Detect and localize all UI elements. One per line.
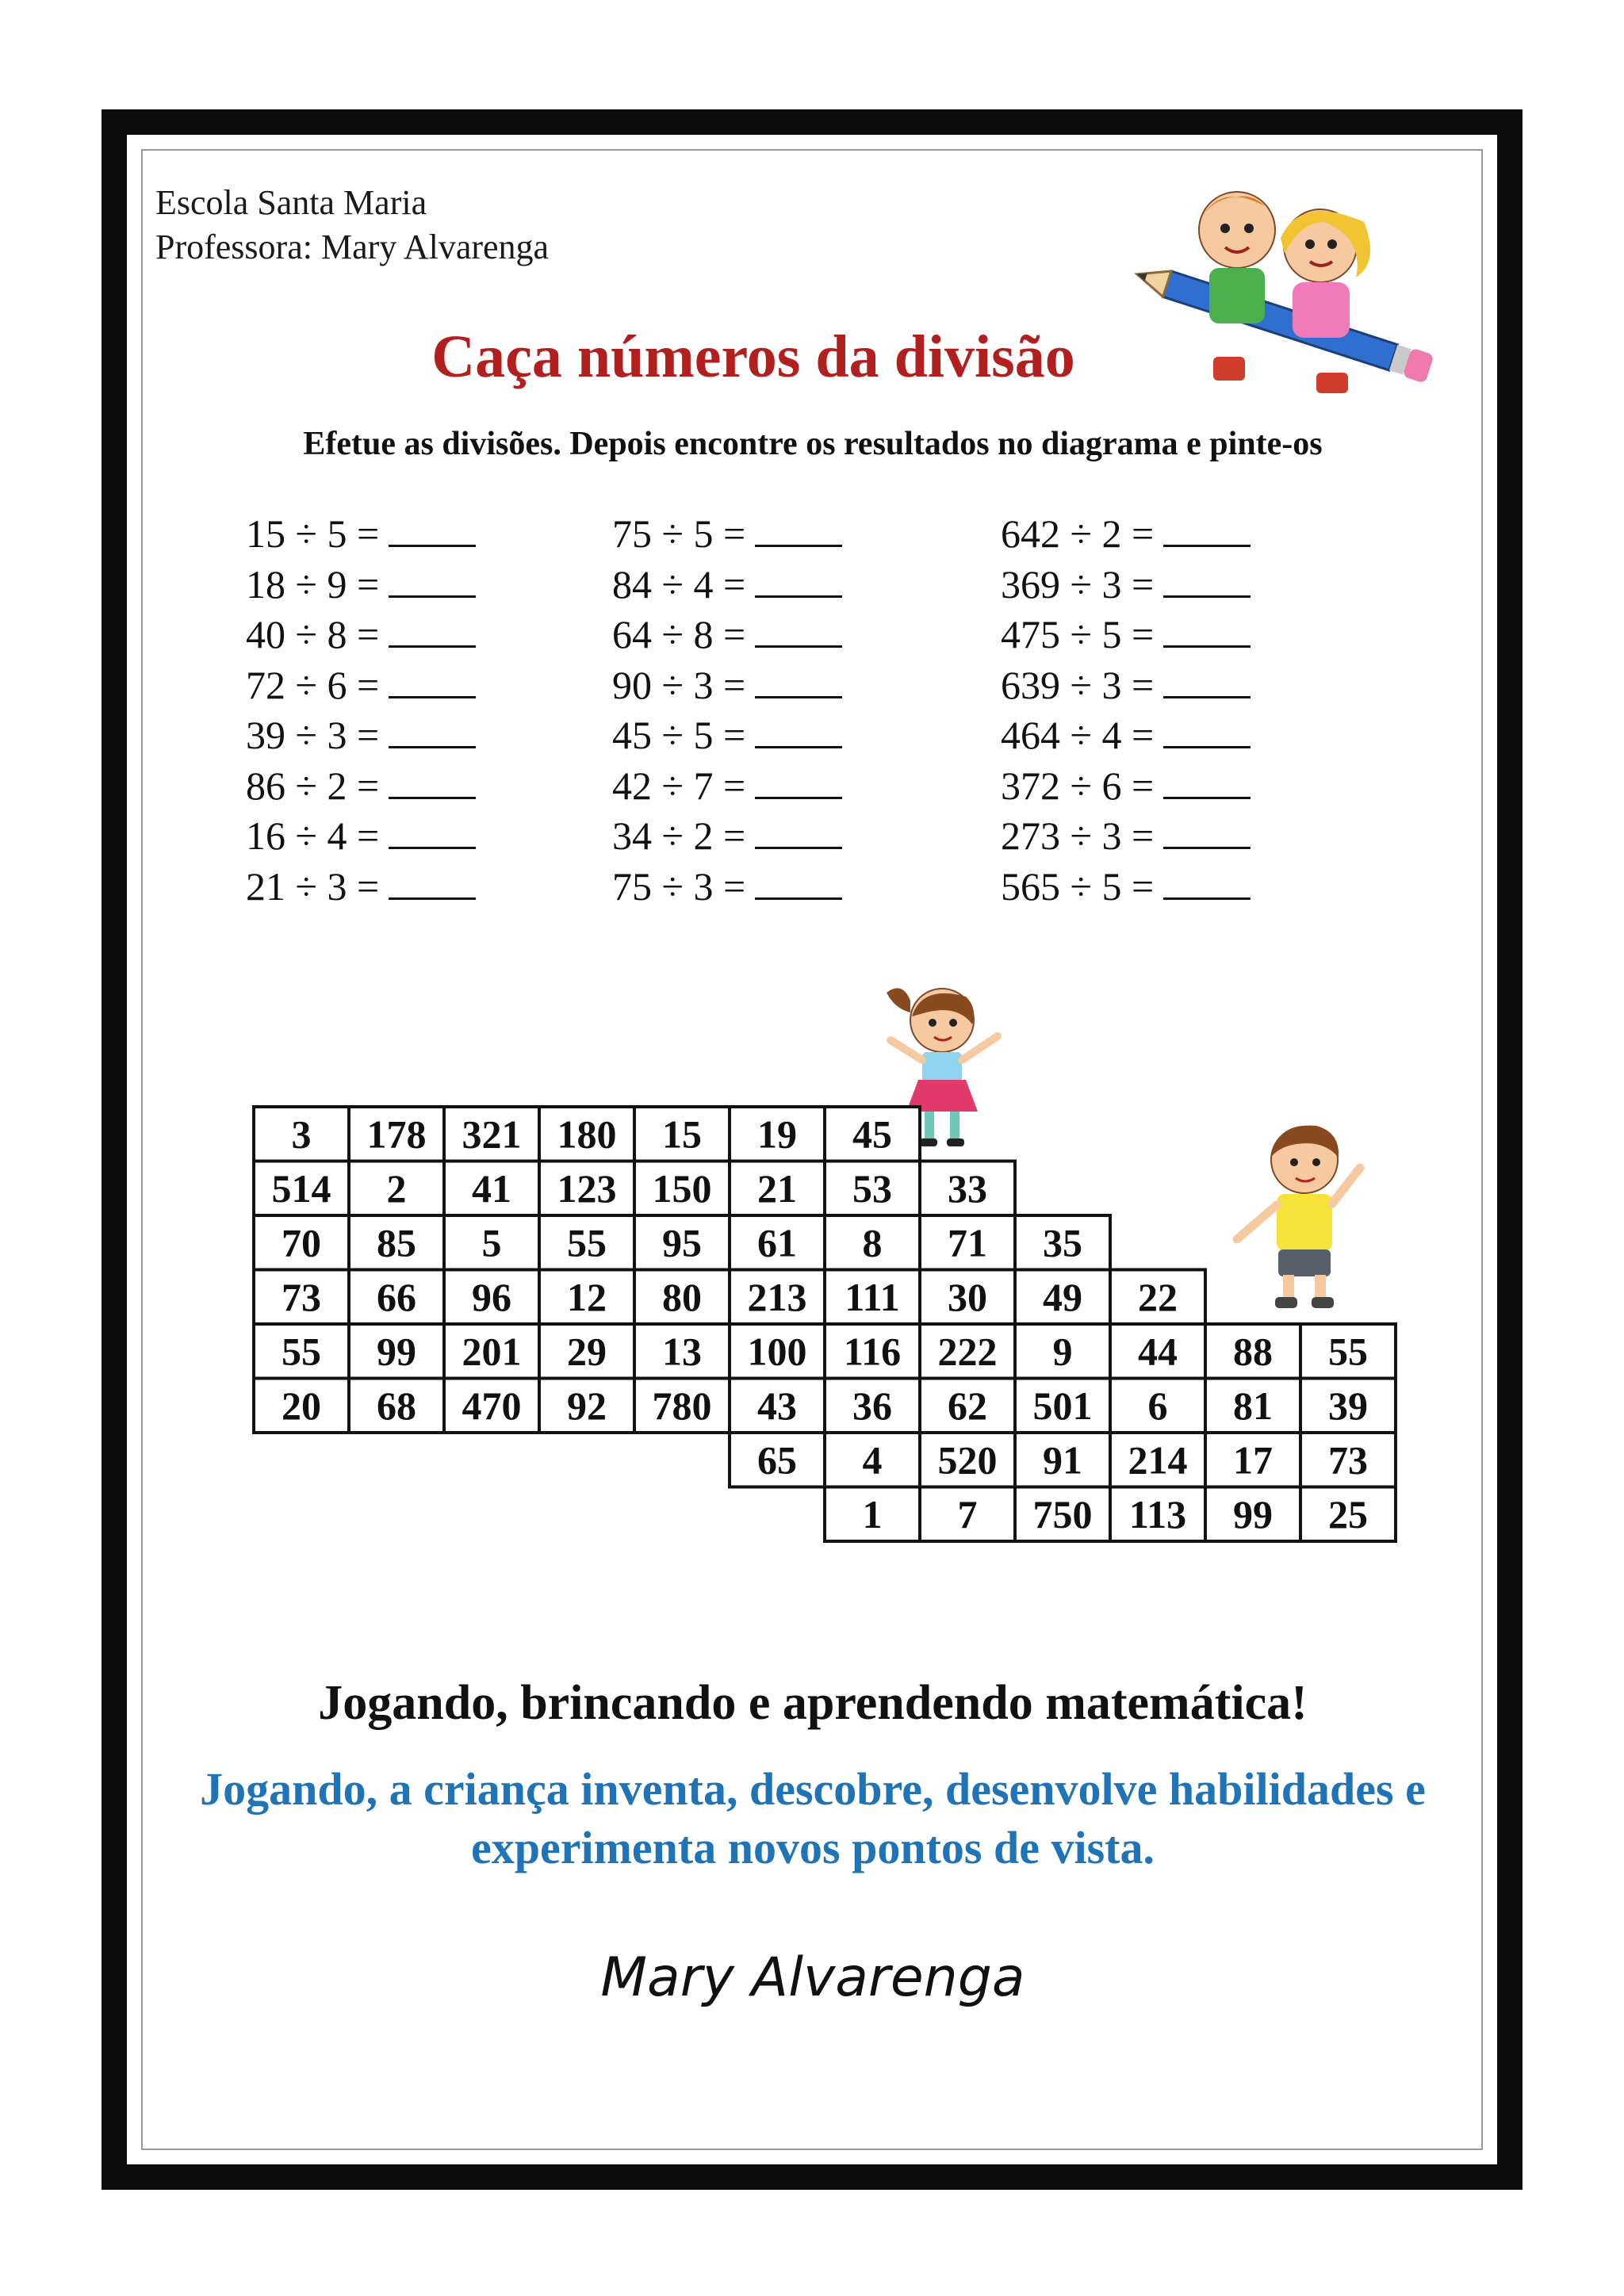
grid-cell-number: 62 xyxy=(948,1383,987,1428)
grid-cell-number: 99 xyxy=(1233,1491,1273,1536)
grid-cell-number: 201 xyxy=(462,1329,522,1374)
grid-cell-number: 6 xyxy=(1147,1383,1168,1428)
grid-cell-number: 9 xyxy=(1052,1329,1073,1374)
grid-cell-number: 780 xyxy=(652,1383,712,1428)
grid-cell-number: 12 xyxy=(567,1274,607,1319)
grid-cell-number: 95 xyxy=(662,1220,702,1265)
grid-cell-number: 36 xyxy=(852,1383,892,1428)
grid-cell-number: 71 xyxy=(948,1220,987,1265)
grid-cell-number: 80 xyxy=(662,1274,702,1319)
grid-cell-number: 501 xyxy=(1032,1383,1093,1428)
grid-cell-number: 44 xyxy=(1138,1329,1178,1374)
division-exercise: 273 ÷ 3 = xyxy=(1001,811,1251,862)
grid-cell-number: 116 xyxy=(843,1329,902,1374)
grid-cell-number: 85 xyxy=(377,1220,416,1265)
grid-cell-number: 66 xyxy=(377,1274,416,1319)
grid-cell-number: 81 xyxy=(1233,1383,1273,1428)
grid-cell-number: 470 xyxy=(462,1383,522,1428)
grid-cell-number: 30 xyxy=(948,1274,987,1319)
grid-cell-number: 35 xyxy=(1043,1220,1082,1265)
division-exercise: 42 ÷ 7 = xyxy=(612,761,842,812)
teacher-name: Professora: Mary Alvarenga xyxy=(155,228,550,266)
grid-cell-number: 39 xyxy=(1328,1383,1368,1428)
grid-cell-number: 73 xyxy=(1328,1437,1368,1483)
grid-cell-number: 222 xyxy=(937,1329,998,1374)
grid-cell-number: 214 xyxy=(1128,1437,1188,1483)
instructions: Efetue as divisões. Depois encontre os resultados no diagrama e pinte-os xyxy=(303,426,1323,462)
grid-cell-number: 55 xyxy=(1328,1329,1368,1374)
division-exercise: 475 ÷ 5 = xyxy=(1001,610,1251,660)
grid-cell-number: 96 xyxy=(472,1274,511,1319)
division-exercise: 15 ÷ 5 = xyxy=(246,509,476,560)
signature: Mary Alvarenga xyxy=(600,1946,1025,2009)
grid-cell-number: 2 xyxy=(386,1165,407,1211)
grid-cell-number: 70 xyxy=(282,1220,321,1265)
grid-cell-number: 55 xyxy=(567,1220,607,1265)
grid-cell-number: 520 xyxy=(937,1437,998,1483)
division-exercise: 86 ÷ 2 = xyxy=(246,761,476,812)
grid-cell-number: 61 xyxy=(757,1220,797,1265)
grid-cell-number: 33 xyxy=(948,1165,987,1211)
division-exercise: 372 ÷ 6 = xyxy=(1001,761,1251,812)
division-exercise: 639 ÷ 3 = xyxy=(1001,660,1251,711)
division-exercise: 40 ÷ 8 = xyxy=(246,610,476,660)
page-title: Caça números da divisão xyxy=(431,323,1075,390)
division-exercise: 369 ÷ 3 = xyxy=(1001,560,1251,610)
grid-cell-number: 43 xyxy=(757,1383,797,1428)
quote: Jogando, a criança inventa, descobre, desenvolve habilidades e experimenta novos pontos de vista. xyxy=(200,1763,1426,1873)
grid-cell-number: 150 xyxy=(652,1165,712,1211)
grid-cell-number: 53 xyxy=(852,1165,892,1211)
grid-cell-number: 68 xyxy=(377,1383,416,1428)
grid-cell-number: 123 xyxy=(557,1165,617,1211)
grid-cell-number: 4 xyxy=(862,1437,883,1483)
grid-cell-number: 3 xyxy=(291,1112,312,1157)
school-name: Escola Santa Maria xyxy=(155,183,427,222)
grid-cell-number: 15 xyxy=(662,1112,702,1157)
grid-cell-number: 41 xyxy=(472,1165,511,1211)
grid-cell-number: 91 xyxy=(1043,1437,1082,1483)
division-exercise: 464 ÷ 4 = xyxy=(1001,710,1251,761)
grid-cell-number: 21 xyxy=(757,1165,797,1211)
grid-cell-number: 17 xyxy=(1233,1437,1273,1483)
grid-cell-number: 29 xyxy=(567,1329,607,1374)
grid-cell-number: 20 xyxy=(282,1383,321,1428)
division-exercise: 75 ÷ 3 = xyxy=(612,862,842,913)
grid-cell-number: 111 xyxy=(845,1274,900,1319)
grid-cell-number: 321 xyxy=(462,1112,522,1157)
division-exercise: 90 ÷ 3 = xyxy=(612,660,842,711)
division-exercise: 45 ÷ 5 = xyxy=(612,710,842,761)
grid-cell-number: 1 xyxy=(862,1491,883,1536)
grid-cell-number: 92 xyxy=(567,1383,607,1428)
grid-cell-number: 113 xyxy=(1128,1491,1187,1536)
grid-cell-number: 45 xyxy=(852,1112,892,1157)
division-exercise: 16 ÷ 4 = xyxy=(246,811,476,862)
grid-cell-number: 73 xyxy=(282,1274,321,1319)
division-exercise: 565 ÷ 5 = xyxy=(1001,862,1251,913)
grid-cell-number: 5 xyxy=(481,1220,502,1265)
grid-cell-number: 99 xyxy=(377,1329,416,1374)
grid-cell-number: 13 xyxy=(662,1329,702,1374)
grid-cell-number: 88 xyxy=(1233,1329,1273,1374)
grid-cell-number: 750 xyxy=(1032,1491,1093,1536)
tagline: Jogando, brincando e aprendendo matemática! xyxy=(318,1676,1308,1730)
grid-cell-number: 178 xyxy=(366,1112,427,1157)
grid-cell-number: 19 xyxy=(757,1112,797,1157)
division-exercise: 64 ÷ 8 = xyxy=(612,610,842,660)
division-exercise: 84 ÷ 4 = xyxy=(612,560,842,610)
grid-cell-number: 55 xyxy=(282,1329,321,1374)
division-exercise: 75 ÷ 5 = xyxy=(612,509,842,560)
division-exercise: 18 ÷ 9 = xyxy=(246,560,476,610)
grid-cell-number: 100 xyxy=(747,1329,807,1374)
grid-cell-number: 49 xyxy=(1043,1274,1082,1319)
grid-cell-number: 180 xyxy=(557,1112,617,1157)
division-exercise: 642 ÷ 2 = xyxy=(1001,509,1251,560)
grid-cell-number: 22 xyxy=(1138,1274,1178,1319)
grid-cell-number: 7 xyxy=(957,1491,978,1536)
grid-cell-number: 8 xyxy=(862,1220,883,1265)
grid-cell-number: 514 xyxy=(271,1165,331,1211)
division-exercise: 34 ÷ 2 = xyxy=(612,811,842,862)
division-exercise: 21 ÷ 3 = xyxy=(246,862,476,913)
division-exercise: 72 ÷ 6 = xyxy=(246,660,476,711)
division-exercise: 39 ÷ 3 = xyxy=(246,710,476,761)
grid-cell-number: 25 xyxy=(1328,1491,1368,1536)
grid-cell-number: 213 xyxy=(747,1274,807,1319)
grid-cell-number: 65 xyxy=(757,1437,797,1483)
